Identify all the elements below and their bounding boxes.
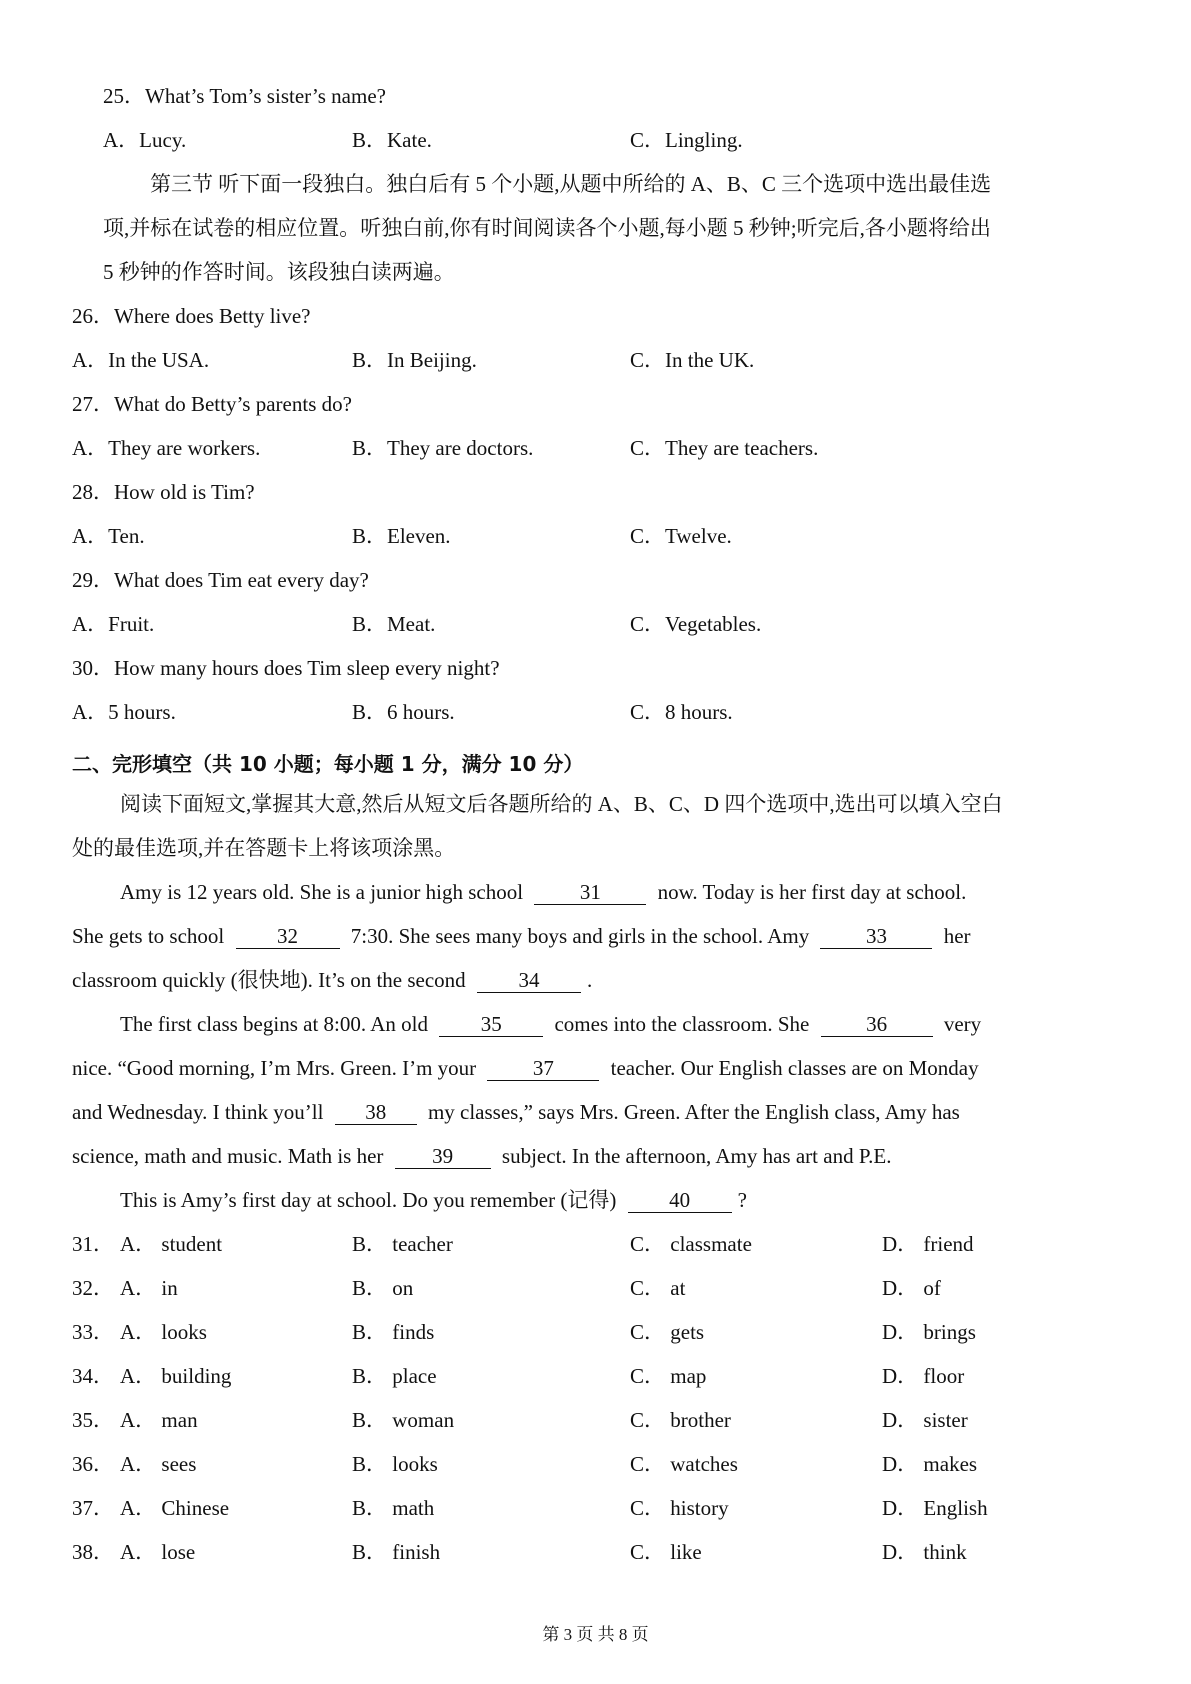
q27-option-a: A．They are workers. (72, 436, 261, 460)
passage-line-2 (72, 922, 971, 950)
cloze-33-option-b: B． finds (352, 1320, 435, 1344)
cloze-31-number: 31． (72, 1232, 114, 1256)
q29-option-c: C．Vegetables. (630, 612, 762, 636)
q26-option-b: B．In Beijing. (352, 348, 477, 372)
passage-text: . (586, 968, 593, 992)
passage-text: Amy is 12 years old. She is a junior high school (120, 880, 524, 904)
passage-text: and Wednesday. I think you’ll (72, 1100, 324, 1124)
passage-text: subject. In the afternoon, Amy has art and P.E. (501, 1144, 892, 1168)
cloze-37-option-c: C． history (630, 1496, 729, 1520)
q30-option-b: B．6 hours. (352, 700, 455, 724)
passage-text: classroom quickly (很快地). It’s on the second (72, 968, 466, 992)
part2-instruction-line1: 阅读下面短文,掌握其大意,然后从短文后各题所给的 A、B、C、D 四个选项中,选出可以填入空白 (120, 792, 1003, 816)
passage-line-3 (72, 966, 592, 994)
cloze-36-option-a: A． sees (120, 1452, 197, 1476)
cloze-38-option-d: D． think (882, 1540, 967, 1564)
passage-text: This is Amy’s first day at school. Do you remember (记得) (120, 1188, 617, 1212)
q29-option-a: A．Fruit. (72, 612, 155, 636)
q25-option-b: B．Kate. (352, 128, 432, 152)
cloze-35-option-c: C． brother (630, 1408, 731, 1432)
cloze-32-option-b: B． on (352, 1276, 414, 1300)
cloze-34-option-b: B． place (352, 1364, 437, 1388)
passage-text: her (943, 924, 971, 948)
blank-31: 31 (534, 880, 646, 905)
passage-line-5 (72, 1054, 979, 1082)
passage-text: ? (737, 1188, 747, 1212)
cloze-35-option-a: A． man (120, 1408, 198, 1432)
cloze-37-number: 37． (72, 1496, 114, 1520)
cloze-31-option-b: B． teacher (352, 1232, 453, 1256)
question-28-stem: 28．How old is Tim? (72, 480, 255, 504)
passage-text: very (943, 1012, 982, 1036)
cloze-38-option-a: A． lose (120, 1540, 196, 1564)
cloze-36-option-c: C． watches (630, 1452, 738, 1476)
question-29-stem: 29．What does Tim eat every day? (72, 568, 369, 592)
cloze-31-option-d: D． friend (882, 1232, 974, 1256)
cloze-32-option-a: A． in (120, 1276, 178, 1300)
cloze-33-option-d: D． brings (882, 1320, 976, 1344)
cloze-34-option-c: C． map (630, 1364, 707, 1388)
part2-instruction-line2: 处的最佳选项,并在答题卡上将该项涂黑。 (72, 836, 456, 860)
passage-line-7 (72, 1142, 892, 1170)
passage-text: comes into the classroom. She (554, 1012, 810, 1036)
passage-text: now. Today is her first day at school. (657, 880, 967, 904)
passage-line-1 (120, 878, 966, 906)
question-30-stem: 30．How many hours does Tim sleep every night? (72, 656, 500, 680)
section3-instruction-line2: 项,并标在试卷的相应位置。听独白前,你有时间阅读各个小题,每小题 5 秒钟;听完后,各小题将给出 (103, 216, 991, 240)
cloze-36-option-b: B． looks (352, 1452, 438, 1476)
cloze-37-option-d: D． English (882, 1496, 988, 1520)
cloze-36-option-d: D． makes (882, 1452, 978, 1476)
blank-36: 36 (821, 1012, 933, 1037)
cloze-37-option-a: A． Chinese (120, 1496, 230, 1520)
q29-option-b: B．Meat. (352, 612, 436, 636)
cloze-32-option-d: D． of (882, 1276, 941, 1300)
blank-40: 40 (628, 1188, 732, 1213)
cloze-34-number: 34． (72, 1364, 114, 1388)
passage-text: She gets to school (72, 924, 225, 948)
blank-35: 35 (439, 1012, 543, 1037)
q26-option-a: A．In the USA. (72, 348, 210, 372)
question-26-stem: 26．Where does Betty live? (72, 304, 311, 328)
q25-option-a: A．Lucy. (103, 128, 187, 152)
blank-34: 34 (477, 968, 581, 993)
cloze-32-number: 32． (72, 1276, 114, 1300)
passage-text: my classes,” says Mrs. Green. After the English class, Amy has (427, 1100, 960, 1124)
cloze-38-option-c: C． like (630, 1540, 702, 1564)
passage-text: teacher. Our English classes are on Monday (610, 1056, 979, 1080)
q27-option-c: C．They are teachers. (630, 436, 819, 460)
passage-text: 7:30. She sees many boys and girls in the school. Amy (350, 924, 810, 948)
blank-38: 38 (335, 1100, 417, 1125)
cloze-31-option-c: C． classmate (630, 1232, 752, 1256)
cloze-33-option-c: C． gets (630, 1320, 705, 1344)
q30-option-c: C．8 hours. (630, 700, 733, 724)
cloze-35-option-b: B． woman (352, 1408, 455, 1432)
blank-37: 37 (487, 1056, 599, 1081)
blank-33: 33 (820, 924, 932, 949)
cloze-32-option-c: C． at (630, 1276, 686, 1300)
blank-39: 39 (395, 1144, 491, 1169)
question-25-stem: 25．What’s Tom’s sister’s name? (103, 84, 386, 108)
passage-text: The first class begins at 8:00. An old (120, 1012, 428, 1036)
cloze-31-option-a: A． student (120, 1232, 223, 1256)
cloze-35-number: 35． (72, 1408, 114, 1432)
passage-line-6 (72, 1098, 960, 1126)
section3-instruction-line1: 第三节 听下面一段独白。独白后有 5 个小题,从题中所给的 A、B、C 三个选项中选出最佳选 (150, 172, 992, 196)
q26-option-c: C．In the UK. (630, 348, 755, 372)
cloze-36-number: 36． (72, 1452, 114, 1476)
page-footer: 第 3 页 共 8 页 (542, 1625, 649, 1644)
passage-line-8 (120, 1186, 747, 1214)
cloze-34-option-a: A． building (120, 1364, 232, 1388)
q27-option-b: B．They are doctors. (352, 436, 534, 460)
cloze-37-option-b: B． math (352, 1496, 435, 1520)
q30-option-a: A．5 hours. (72, 700, 176, 724)
q25-option-c: C．Lingling. (630, 128, 743, 152)
cloze-34-option-d: D． floor (882, 1364, 965, 1388)
passage-text: science, math and music. Math is her (72, 1144, 384, 1168)
cloze-33-option-a: A． looks (120, 1320, 207, 1344)
cloze-35-option-d: D． sister (882, 1408, 968, 1432)
question-27-stem: 27．What do Betty’s parents do? (72, 392, 352, 416)
blank-32: 32 (236, 924, 340, 949)
passage-text: nice. “Good morning, I’m Mrs. Green. I’m your (72, 1056, 477, 1080)
part2-heading: 二、完形填空（共 10 小题；每小题 1 分，满分 10 分） (72, 752, 584, 776)
cloze-38-option-b: B． finish (352, 1540, 441, 1564)
section3-instruction-line3: 5 秒钟的作答时间。该段独白读两遍。 (103, 260, 455, 284)
q28-option-c: C．Twelve. (630, 524, 732, 548)
passage-line-4 (120, 1010, 981, 1038)
cloze-33-number: 33． (72, 1320, 114, 1344)
cloze-38-number: 38． (72, 1540, 114, 1564)
q28-option-b: B．Eleven. (352, 524, 451, 548)
q28-option-a: A．Ten. (72, 524, 145, 548)
